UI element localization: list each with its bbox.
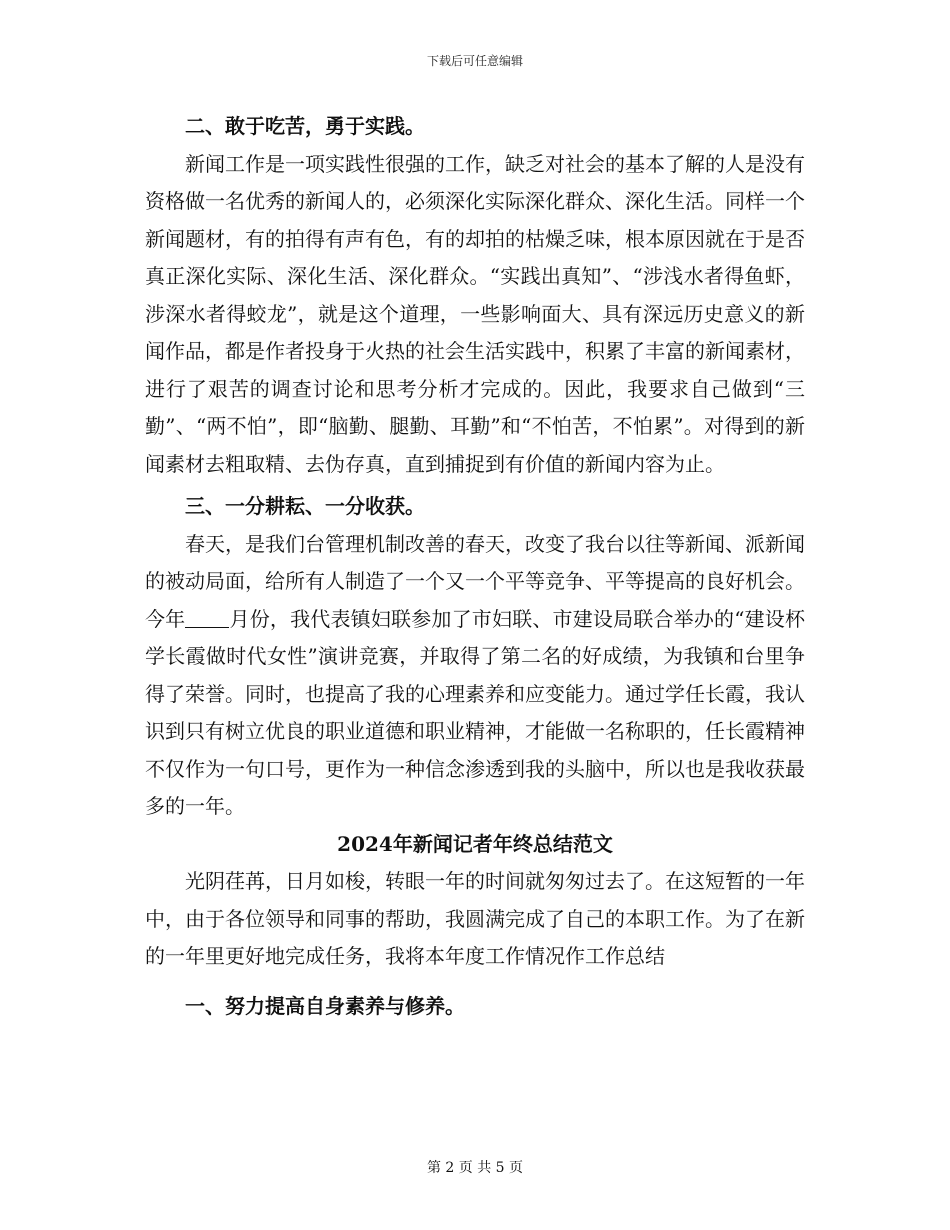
header-note: 下载后可任意编辑	[426, 54, 523, 68]
document-body	[145, 108, 805, 1025]
article-title: 2024年新闻记者年终总结范文	[337, 831, 613, 856]
section3-paragraph-part1: 春天，是我们台管理机制改善的春天，改变了我台以往等新闻、派新闻的被动局面，给所有人制造了一个又一个平等竞争、平等提高的良好机会。今年	[145, 531, 805, 631]
section3-paragraph-part2: 月份，我代表镇妇联参加了市妇联、市建设局联合举办的“建设杯学长霞做时代女性”演讲竞赛，并取得了第二名的好成绩，为我镇和台里争得了荣誉。同时，也提高了我的心理素养和应变能力。通过学任长霞，我认识到只有树立优良的职业道德和职业精神，才能做一名称职的，任长霞精神不仅作为一句口号，更作为一种信念渗透到我的头脑中，所以也是我收获最多的一年。	[145, 606, 805, 818]
section2-heading: 二、敢于吃苦，勇于实践。	[185, 114, 425, 138]
page-number: 第 2 页 共 5 页	[426, 1160, 524, 1176]
section2-paragraph: 新闻工作是一项实践性很强的工作，缺乏对社会的基本了解的人是没有资格做一名优秀的新闻人的，必须深化实际深化群众、深化生活。同样一个新闻题材，有的拍得有声有色，有的却拍的枯燥乏味，根本原因就在于是否真正深化实际、深化生活、深化群众。“实践出真知”、“涉浅水者得鱼虾，涉深水者得蛟龙”，就是这个道理，一些影响面大、具有深远历史意义的新闻作品，都是作者投身于火热的社会生活实践中，积累了丰富的新闻素材，进行了艰苦的调查讨论和思考分析才完成的。因此，我要求自己做到“三勤”、“两不怕”，即“脑勤、腿勤、耳勤”和“不怕苦，不怕累”。对得到的新闻素材去粗取精、去伪存真，直到捕捉到有价值的新闻内容为止。	[145, 151, 805, 476]
section3-heading: 三、一分耕耘、一分收获。	[185, 494, 425, 518]
article-heading-1: 一、努力提高自身素养与修养。	[185, 993, 465, 1018]
section3-paragraph	[145, 526, 805, 826]
article-intro: 光阴荏苒，日月如梭，转眼一年的时间就匆匆过去了。在这短暂的一年中，由于各位领导和同事的帮助，我圆满完成了自己的本职工作。为了在新的一年里更好地完成任务，我将本年度工作情况作工作总结	[145, 869, 805, 968]
fill-in-blank	[185, 609, 229, 628]
